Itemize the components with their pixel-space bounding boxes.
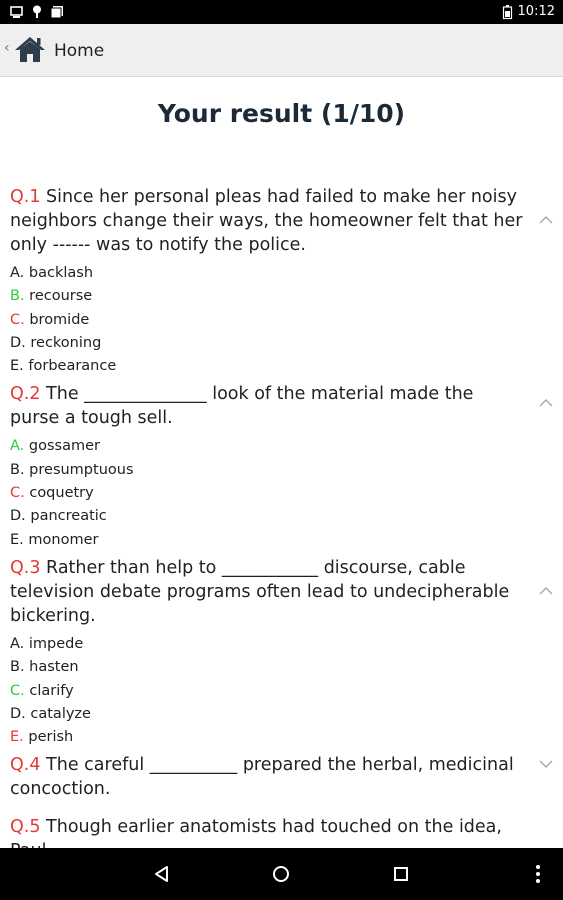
- question-number: Q.1: [10, 187, 41, 207]
- option-b: B. recourse: [10, 288, 93, 305]
- question-body: Rather than help to ___________ discourse, cable television debate programs often lead to undecipherable bickering.: [10, 557, 510, 626]
- battery-icon: [503, 5, 512, 19]
- option-e: E. monomer: [10, 531, 99, 548]
- question-number: Q.4: [10, 755, 41, 776]
- question-body: The careful __________ prepared the herbal, medicinal concoction.: [10, 755, 514, 800]
- photo-icon: [51, 5, 64, 18]
- question-2[interactable]: [0, 382, 563, 551]
- home-circle-icon[interactable]: [272, 865, 290, 883]
- result-title: Your result (1/10): [157, 99, 406, 128]
- option-a: A. gossamer: [10, 438, 100, 455]
- status-bar: [0, 0, 563, 24]
- result-content[interactable]: [0, 77, 563, 848]
- question-number: Q.2: [10, 384, 41, 405]
- question-1[interactable]: [0, 185, 563, 378]
- option-c: C. coquetry: [10, 485, 94, 502]
- collapse-arrow-icon[interactable]: [539, 586, 553, 596]
- question-3[interactable]: [0, 556, 563, 749]
- home-title[interactable]: Home: [54, 41, 105, 61]
- question-text: [10, 556, 525, 628]
- selected-wrong-answer-letter: C.: [10, 485, 25, 502]
- correct-answer-letter: A.: [10, 438, 25, 455]
- correct-answer-letter: C.: [10, 682, 25, 699]
- question-number: Q.5: [10, 817, 41, 838]
- selected-wrong-answer-letter: E.: [10, 729, 24, 746]
- question-text: [10, 185, 525, 257]
- back-chevron-icon[interactable]: ‹: [4, 40, 10, 56]
- question-text: [10, 753, 525, 801]
- question-4[interactable]: [0, 753, 563, 801]
- location-pin-icon: [32, 5, 42, 18]
- screenshot-icon: [10, 5, 23, 18]
- option-d: D. pancreatic: [10, 508, 107, 525]
- option-b: B. presumptuous: [10, 461, 134, 478]
- option-e: E. perish: [10, 729, 74, 746]
- option-c: C. bromide: [10, 311, 90, 328]
- option-a: A. backlash: [10, 265, 94, 281]
- recents-square-icon[interactable]: [393, 866, 409, 882]
- notification-icons: [10, 5, 64, 18]
- clock-time: 10:12: [517, 4, 555, 19]
- answer-options: [10, 262, 525, 378]
- answer-options: [10, 633, 525, 749]
- answer-options: [10, 435, 525, 551]
- option-d: D. reckoning: [10, 334, 102, 351]
- collapse-arrow-icon[interactable]: [539, 398, 553, 408]
- question-body: Since her personal pleas had failed to make her noisy neighbors change their ways, the homeowner felt that her only ------ was to notify the police.: [10, 187, 523, 255]
- overflow-menu-icon[interactable]: [535, 864, 541, 884]
- question-text: [10, 382, 525, 430]
- option-e: E. forbearance: [10, 358, 117, 375]
- question-body: Though earlier anatomists had touched on the idea,: [46, 817, 502, 838]
- app-bar: [0, 24, 563, 77]
- option-a: A. impede: [10, 635, 84, 652]
- question-number: Q.3: [10, 557, 41, 578]
- option-b: B. hasten: [10, 659, 79, 676]
- back-triangle-icon[interactable]: [153, 865, 171, 883]
- question-list: [0, 185, 563, 863]
- selected-wrong-answer-letter: C.: [10, 311, 25, 328]
- option-d: D. catalyze: [10, 705, 91, 722]
- correct-answer-letter: B.: [10, 288, 25, 305]
- question-body: The ______________ look of the material made the purse a tough sell.: [10, 384, 474, 429]
- navigation-bar: [0, 848, 563, 900]
- collapse-arrow-icon[interactable]: [539, 215, 553, 225]
- home-icon[interactable]: [14, 35, 46, 63]
- expand-arrow-icon[interactable]: [539, 759, 553, 769]
- option-c: C. clarify: [10, 682, 74, 699]
